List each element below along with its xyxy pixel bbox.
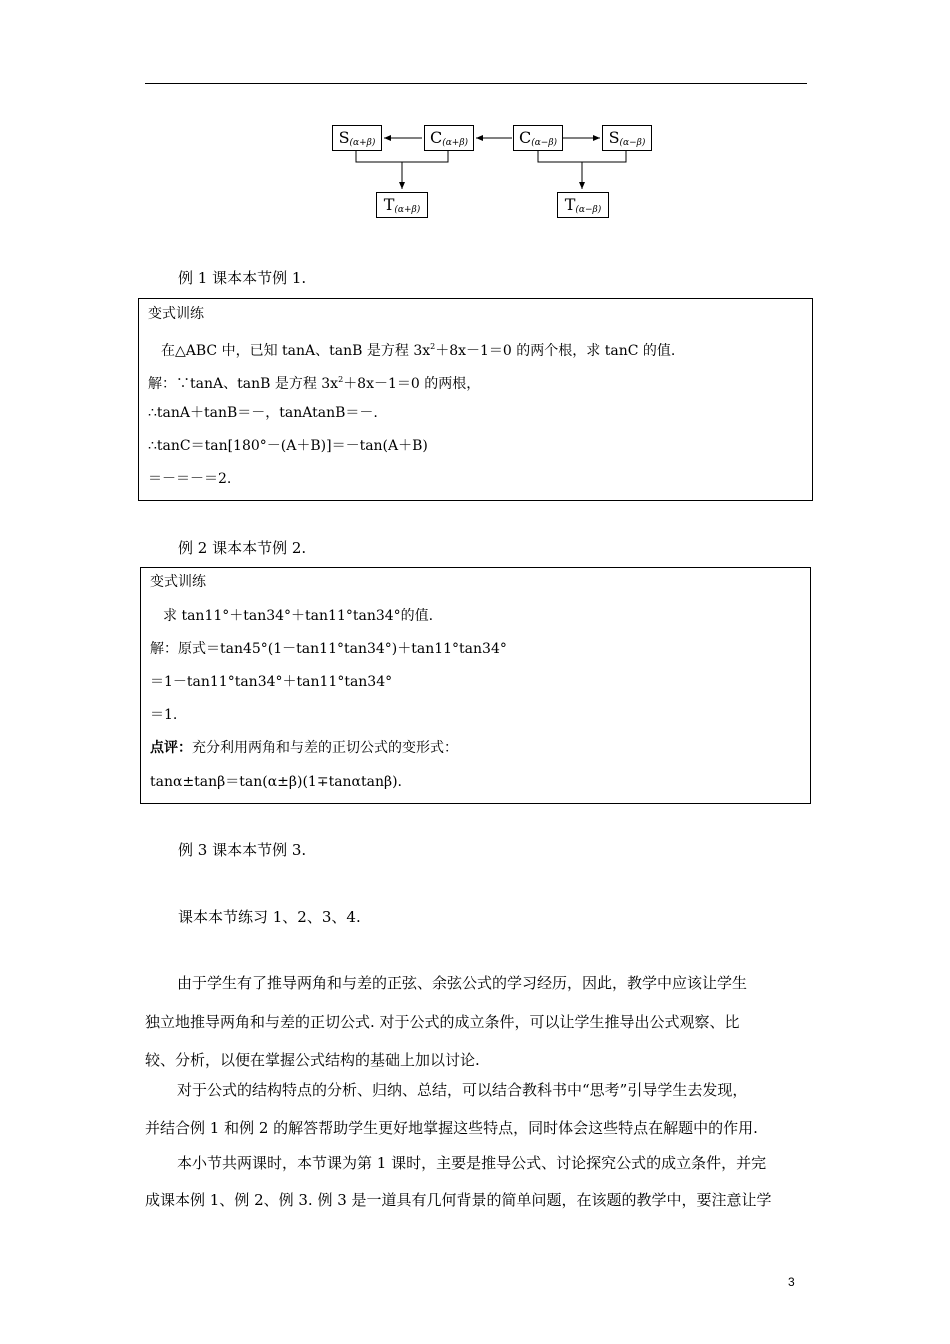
box-c-plus-main: C (429, 128, 443, 147)
box-t-plus (376, 192, 428, 218)
example1-problem (161, 337, 675, 361)
box-t-minus-sub: (α−β) (575, 205, 602, 215)
header-rule (145, 83, 807, 84)
example2-solution-2: ＝1－tan11°tan34°＋tan11°tan34° (150, 674, 393, 690)
example2-comment-label: 点评： (150, 740, 192, 756)
example2-solution-1: 解：原式＝tan45°(1－tan11°tan34°)＋tan11°tan34° (150, 641, 507, 657)
example1-problem-b: ＋8x－1＝0 的两个根，求 tanC 的值. (435, 343, 676, 359)
paragraph-1-line-3: 较、分析，以便在掌握公式结构的基础上加以讨论. (145, 1051, 480, 1069)
example1-solution-3: ∴tanC＝tan[180°－(A＋B)]＝－tan(A＋B) (148, 438, 428, 454)
example2-comment (150, 738, 458, 758)
example2-formula-b: tanαtanβ). (328, 774, 403, 790)
example1-solution-1b: ＋8x－1＝0 的两根， (343, 376, 481, 392)
example1-box-title: 变式训练 (148, 306, 204, 322)
example2-formula-sym: ∓ (316, 774, 329, 790)
example1-solution-sup: 2 (338, 375, 344, 384)
example2-solution-3: ＝1. (150, 707, 178, 723)
box-s-minus (602, 125, 652, 151)
practice-text: 课本本节练习 1、2、3、4. (178, 908, 361, 926)
example1-problem-a: 在△ABC 中，已知 tanA、tanB 是方程 3x (161, 343, 431, 359)
box-s-plus (332, 125, 382, 151)
example3-heading: 例 3 课本本节例 3. (178, 841, 307, 859)
example2-problem: 求 tan11°＋tan34°＋tan11°tan34°的值. (163, 608, 434, 624)
paragraph-1-line-1: 由于学生有了推导两角和与差的正弦、余弦公式的学习经历，因此，教学中应该让学生 (177, 974, 748, 992)
paragraph-1-line-2: 独立地推导两角和与差的正切公式. 对于公式的成立条件，可以让学生推导出公式观察、比 (145, 1013, 740, 1031)
example1-solution-2: ∴tanA＋tanB＝－，tanAtanB＝－. (148, 405, 378, 421)
paragraph-2-line-2: 并结合例 1 和例 2 的解答帮助学生更好地掌握这些特点，同时体会这些特点在解题中的作用. (145, 1119, 758, 1137)
example2-comment-text: 充分利用两角和与差的正切公式的变形式： (192, 740, 458, 756)
box-s-plus-main: S (338, 128, 350, 147)
paragraph-2-line-1: 对于公式的结构特点的分析、归纳、总结，可以结合教科书中“思考”引导学生去发现， (177, 1081, 748, 1099)
box-t-plus-sub: (α+β) (394, 205, 421, 215)
box-c-minus-sub: (α−β) (531, 138, 558, 148)
paragraph-3-line-2: 成课本例 1、例 2、例 3. 例 3 是一道具有几何背景的简单问题，在该题的教学中，要注意让学 (145, 1191, 772, 1209)
example1-box (138, 298, 813, 501)
example2-formula-a: tanα±tanβ＝tan(α±β)(1 (150, 774, 317, 790)
box-t-plus-main: T (383, 195, 395, 214)
box-c-plus (424, 125, 474, 151)
box-t-minus-main: T (564, 195, 576, 214)
paragraph-3-line-1: 本小节共两课时，本节课为第 1 课时，主要是推导公式、讨论探究公式的成立条件，并完 (177, 1154, 767, 1172)
example2-box (140, 567, 811, 804)
box-t-minus (557, 192, 609, 218)
box-s-minus-main: S (608, 128, 620, 147)
example1-heading: 例 1 课本本节例 1. (178, 269, 307, 287)
example1-solution-1a: 解：∵tanA、tanB 是方程 3x (148, 376, 339, 392)
box-c-minus (513, 125, 563, 151)
example1-solution-1 (148, 370, 480, 394)
example1-solution-4: ＝－＝－＝2. (148, 471, 232, 487)
box-s-minus-sub: (α−β) (619, 138, 646, 148)
example1-problem-sup: 2 (430, 342, 436, 351)
box-s-plus-sub: (α+β) (349, 138, 376, 148)
box-c-minus-main: C (518, 128, 532, 147)
example2-box-title: 变式训练 (150, 574, 206, 590)
box-c-plus-sub: (α+β) (442, 138, 469, 148)
page-number: 3 (788, 1275, 795, 1289)
formula-diagram (320, 115, 660, 225)
example2-heading: 例 2 课本本节例 2. (178, 539, 307, 557)
example2-formula (150, 772, 402, 792)
